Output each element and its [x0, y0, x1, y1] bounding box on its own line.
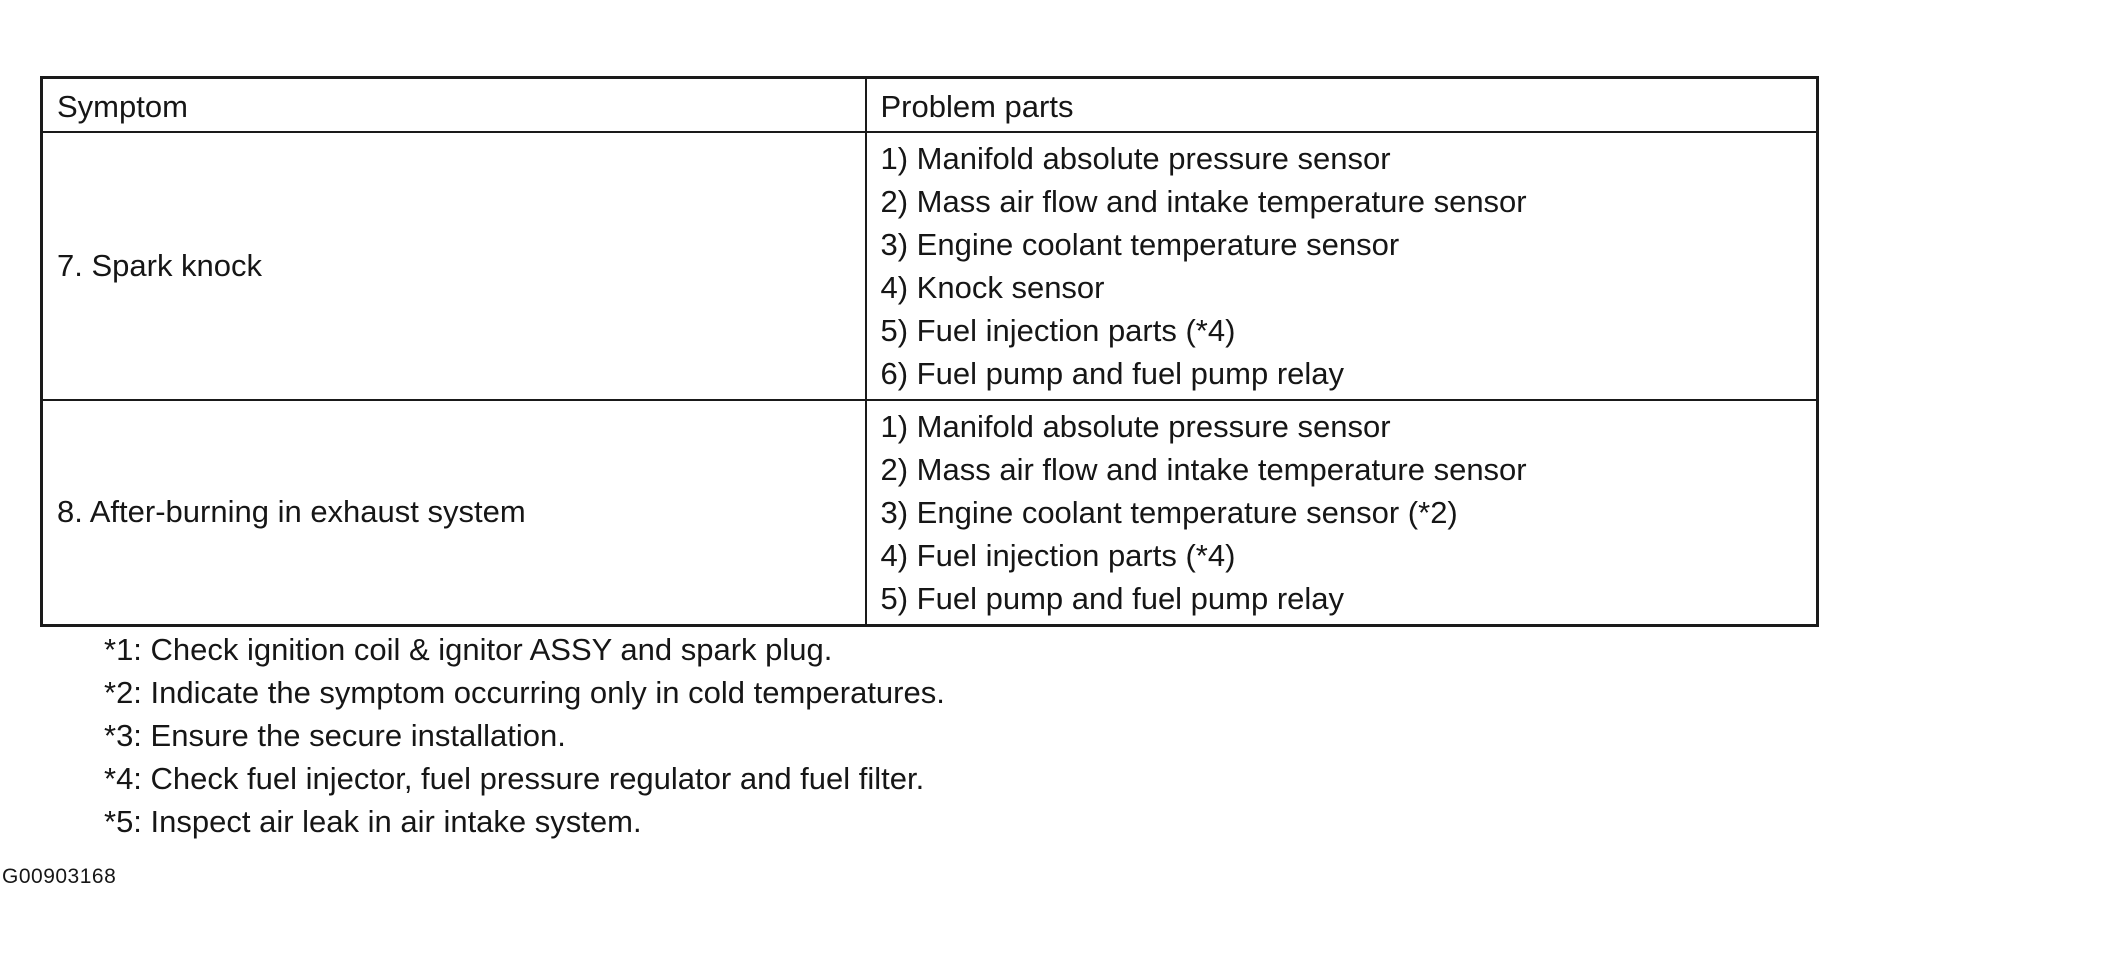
problem-part-item: 5) Fuel pump and fuel pump relay — [880, 581, 1345, 616]
footnote: *3: Ensure the secure installation. — [104, 718, 566, 753]
problem-part-item: 4) Fuel injection parts (*4) — [880, 538, 1236, 573]
symptom-cell: 8. After-burning in exhaust system — [42, 400, 866, 626]
problem-part-item: 6) Fuel pump and fuel pump relay — [880, 356, 1345, 391]
symptom-table — [40, 76, 1819, 627]
table-header-row — [42, 78, 1818, 133]
symptom-column-header: Symptom — [42, 78, 866, 133]
problem-part-item: 5) Fuel injection parts (*4) — [880, 313, 1236, 348]
problem-part-item: 1) Manifold absolute pressure sensor — [880, 409, 1391, 444]
footnote: *2: Indicate the symptom occurring only in cold temperatures. — [104, 675, 945, 710]
footnote: *1: Check ignition coil & ignitor ASSY and spark plug. — [104, 632, 833, 667]
problem-part-item: 3) Engine coolant temperature sensor (*2) — [880, 495, 1458, 530]
figure-id: G00903168 — [2, 865, 117, 888]
footnote: *4: Check fuel injector, fuel pressure regulator and fuel filter. — [104, 761, 925, 796]
table-row — [42, 132, 1818, 400]
problem-parts-cell — [866, 132, 1818, 400]
problem-parts-cell — [866, 400, 1818, 626]
symptom-cell: 7. Spark knock — [42, 132, 866, 400]
problem-part-item: 3) Engine coolant temperature sensor — [880, 227, 1400, 262]
problem-part-item: 4) Knock sensor — [880, 270, 1105, 305]
footnote: *5: Inspect air leak in air intake system. — [104, 804, 642, 839]
table-row — [42, 400, 1818, 626]
problem-part-item: 2) Mass air flow and intake temperature sensor — [880, 452, 1527, 487]
problem-part-item: 1) Manifold absolute pressure sensor — [880, 141, 1391, 176]
problem-parts-column-header: Problem parts — [866, 78, 1818, 133]
problem-part-item: 2) Mass air flow and intake temperature sensor — [880, 184, 1527, 219]
footnotes — [104, 628, 945, 843]
